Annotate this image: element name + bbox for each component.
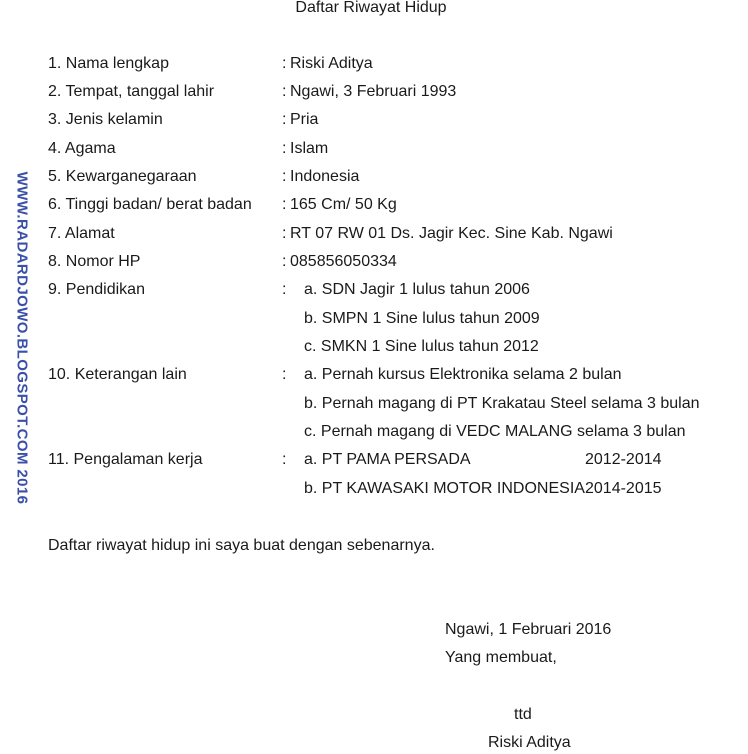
- field-label: 3. Jenis kelamin: [48, 111, 163, 128]
- other-info-colon: :: [282, 366, 287, 383]
- field-value: Indonesia: [290, 168, 360, 185]
- other-info-label: 10. Keterangan lain: [48, 366, 187, 383]
- education-item: b. SMPN 1 Sine lulus tahun 2009: [304, 310, 540, 327]
- field-colon: :: [282, 225, 287, 242]
- field-value: Riski Aditya: [290, 55, 373, 72]
- work-colon: :: [282, 451, 287, 468]
- field-label: 6. Tinggi badan/ berat badan: [48, 196, 252, 213]
- education-label: 9. Pendidikan: [48, 281, 145, 298]
- document-title: Daftar Riwayat Hidup: [295, 0, 447, 16]
- other-info-item: c. Pernah magang di VEDC MALANG selama 3 bulan: [304, 423, 686, 440]
- field-colon: :: [282, 83, 287, 100]
- field-value: RT 07 RW 01 Ds. Jagir Kec. Sine Kab. Ngawi: [290, 225, 613, 242]
- work-years: 2012-2014: [585, 451, 662, 468]
- signature-ttd: ttd: [514, 706, 532, 723]
- work-company: b. PT KAWASAKI MOTOR INDONESIA: [304, 480, 585, 497]
- closing-statement: Daftar riwayat hidup ini saya buat dengan sebenarnya.: [48, 537, 435, 554]
- field-label: 5. Kewarganegaraan: [48, 168, 197, 185]
- other-info-item: b. Pernah magang di PT Krakatau Steel selama 3 bulan: [304, 395, 700, 412]
- field-label: 1. Nama lengkap: [48, 55, 169, 72]
- field-label: 8. Nomor HP: [48, 253, 141, 270]
- field-colon: :: [282, 196, 287, 213]
- field-colon: :: [282, 168, 287, 185]
- field-colon: :: [282, 111, 287, 128]
- education-item: c. SMKN 1 Sine lulus tahun 2012: [304, 338, 539, 355]
- watermark: WWW.RADARDJOWO.BLOGSPOT.COM 2016: [13, 171, 31, 505]
- field-label: 7. Alamat: [48, 225, 115, 242]
- signature-made-by: Yang membuat,: [445, 649, 557, 666]
- field-value: 085856050334: [290, 253, 397, 270]
- work-label: 11. Pengalaman kerja: [48, 451, 203, 468]
- field-colon: :: [282, 140, 287, 157]
- education-colon: :: [282, 281, 287, 298]
- field-value: Ngawi, 3 Februari 1993: [290, 83, 457, 100]
- field-value: 165 Cm/ 50 Kg: [290, 196, 397, 213]
- field-value: Islam: [290, 140, 329, 157]
- signature-place-date: Ngawi, 1 Februari 2016: [445, 621, 612, 638]
- other-info-item: a. Pernah kursus Elektronika selama 2 bulan: [304, 366, 622, 383]
- field-value: Pria: [290, 111, 319, 128]
- field-colon: :: [282, 55, 287, 72]
- field-label: 2. Tempat, tanggal lahir: [48, 83, 215, 100]
- education-item: a. SDN Jagir 1 lulus tahun 2006: [304, 281, 530, 298]
- field-label: 4. Agama: [48, 140, 116, 157]
- field-colon: :: [282, 253, 287, 270]
- work-years: 2014-2015: [585, 480, 662, 497]
- signature-name: Riski Aditya: [488, 734, 571, 751]
- work-company: a. PT PAMA PERSADA: [304, 451, 471, 468]
